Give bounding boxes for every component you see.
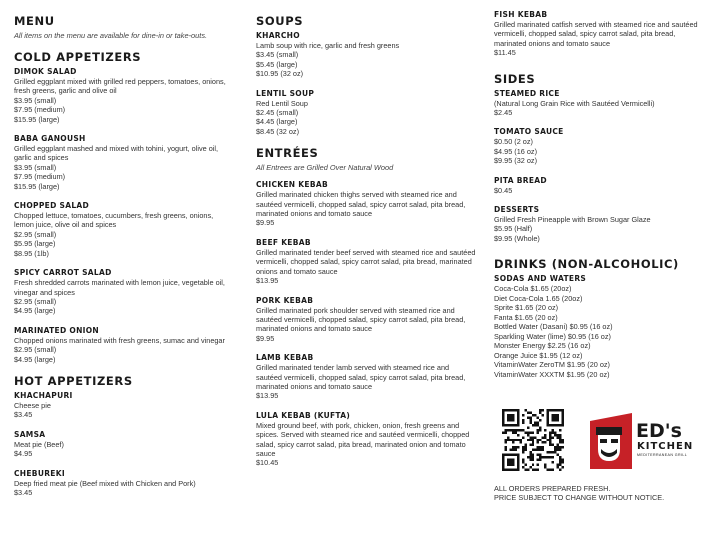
drink-item: Bottled Water (Dasani) $0.95 (16 oz) (494, 322, 613, 332)
item-price: $15.95 (large) (14, 181, 60, 191)
section-title: ENTRÉES (256, 146, 319, 161)
item-description: Fresh shredded carrots marinated with lemon juice, vegetable oil, vinegar and spices (14, 278, 225, 297)
footer-line1: ALL ORDERS PREPARED FRESH. (494, 484, 611, 493)
item-list (494, 89, 708, 244)
item-price: $5.95 (Half) (494, 224, 533, 234)
item-price: $3.45 (small) (256, 50, 299, 60)
drinks-list (494, 284, 708, 379)
item-price: $0.50 (2 oz) (494, 137, 533, 147)
menu-item (256, 89, 476, 137)
item-price: $2.95 (small) (14, 345, 57, 355)
menu-item (494, 176, 708, 195)
item-name: SPICY CARROT SALAD (14, 268, 112, 278)
drink-item: Sprite $1.65 (20 oz) (494, 303, 559, 313)
drink-item: VitaminWater ZeroTM $1.95 (20 oz) (494, 360, 610, 370)
drink-item: Diet Coca-Cola 1.65 (20oz) (494, 293, 583, 303)
item-name: FISH KEBAB (494, 10, 548, 19)
menu-item (14, 201, 234, 258)
item-name: DESSERTS (494, 205, 540, 215)
menu-item (494, 205, 708, 243)
item-price: $9.95 (32 oz) (494, 156, 537, 166)
section-title: SOUPS (256, 14, 304, 28)
footer-line2: PRICE SUBJECT TO CHANGE WITHOUT NOTICE. (494, 493, 665, 503)
section-title: SIDES (494, 71, 536, 86)
menu-item (256, 180, 476, 228)
column-left (14, 14, 234, 497)
item-name: CHOPPED SALAD (14, 201, 90, 211)
item-list (256, 180, 476, 468)
menu-item (256, 296, 476, 344)
column-middle (256, 14, 476, 468)
item-description: Grilled marinated tender beef served with steamed rice and sautéed vermicelli, chopped salad, spicy carrot salad, pita bread, marinated onions and tomato sauce (256, 247, 476, 276)
item-description: Grilled marinated pork shoulder served with steamed rice and sautéed vermicelli, chopped salad, spicy carrot salad, pita bread, marinated onions and tomato sauce (256, 305, 466, 334)
drink-item: VitaminWater XXXTM $1.95 (20 oz) (494, 369, 610, 379)
item-price: $8.95 (1lb) (14, 248, 49, 258)
chef-face-icon (596, 427, 622, 461)
item-price: $9.95 (256, 333, 275, 343)
item-description: Grilled eggplant mashed and mixed with tohini, yogurt, olive oil, garlic and spices (14, 144, 219, 163)
item-description: Chopped lettuce, tomatoes, cucumbers, fresh greens, onions, lemon juice, olive oil and spices (14, 211, 214, 230)
logo-name: ED's (636, 420, 682, 442)
item-description: Chopped onions marinated with fresh greens, sumac and vinegar (14, 335, 225, 345)
item-name: CHICKEN KEBAB (256, 180, 328, 190)
item-name: KHARCHO (256, 31, 300, 40)
menu-item (14, 391, 234, 420)
item-name: MARINATED ONION (14, 325, 100, 335)
item-price: $8.45 (32 oz) (256, 126, 299, 136)
eds-kitchen-logo (590, 413, 706, 469)
soups-section (256, 14, 476, 136)
item-description: (Natural Long Grain Rice with Sautéed Vermicelli) (494, 98, 655, 108)
menu-item (14, 67, 234, 124)
menu-item (14, 430, 234, 459)
item-name: STEAMED RICE (494, 88, 560, 98)
item-price: $9.95 (Whole) (494, 233, 540, 243)
item-price: $13.95 (256, 391, 279, 401)
item-price: $2.95 (small) (14, 229, 57, 239)
item-price: $7.95 (medium) (14, 105, 66, 115)
item-description: Grilled marinated tender lamb served with steamed rice and sautéed vermicelli, chopped salad, spicy carrot salad, pita bread, marinated onions and tomato sauce (256, 363, 466, 391)
item-price: $10.45 (256, 458, 279, 468)
drink-item: Coca-Cola $1.65 (20oz) (494, 284, 572, 294)
item-name: PORK KEBAB (256, 295, 314, 305)
logo-line2: KITCHEN (637, 441, 694, 452)
footer-note (494, 484, 708, 503)
section-title: COLD APPETIZERS (14, 50, 142, 64)
qr-logo-row (502, 409, 712, 473)
item-price: $3.95 (small) (14, 95, 57, 105)
item-price: $7.95 (medium) (14, 172, 66, 182)
logo-tagline: MEDITERRANEAN GRILL (637, 453, 688, 457)
item-price: $13.95 (256, 276, 279, 286)
drink-item: Fanta $1.65 (20 oz) (494, 312, 558, 322)
section-title: HOT APPETIZERS (14, 373, 133, 388)
item-name: LULA KEBAB (KUFTA) (256, 410, 351, 420)
item-name: CHEBUREKI (14, 468, 65, 478)
menu-item (14, 134, 234, 191)
menu-item (14, 326, 234, 364)
item-price: $3.95 (small) (14, 162, 57, 172)
item-price: $4.95 (14, 449, 33, 459)
drinks-subtitle: SODAS AND WATERS (494, 274, 587, 284)
item-description: Grilled Fresh Pineapple with Brown Sugar Glaze (494, 215, 651, 225)
item-description: Deep fried meat pie (Beef mixed with Chicken and Pork) (14, 478, 196, 488)
item-price: $3.45 (14, 410, 33, 420)
item-list (14, 391, 234, 497)
item-description: Mixed ground beef, with pork, chicken, onion, fresh greens and spices. Served with steamed rice and sautéed vermicelli, chopped salad, spicy carrot salad, pita bread, marinated onion and tomato sauce (256, 420, 470, 458)
item-name: LENTIL SOUP (256, 88, 315, 98)
item-name: BEEF KEBAB (256, 237, 311, 247)
menu-item (256, 238, 476, 286)
item-name: TOMATO SAUCE (494, 127, 564, 137)
item-price: $4.95 (large) (14, 354, 56, 364)
item-price: $4.45 (large) (256, 117, 298, 127)
item-name: LAMB KEBAB (256, 353, 314, 363)
menu-item (256, 411, 476, 468)
item-description: Cheese pie (14, 400, 51, 410)
menu-item (494, 127, 708, 165)
item-name: KHACHAPURI (14, 390, 73, 400)
drinks-section (494, 257, 708, 379)
drink-item: Sparkling Water (lime) $0.95 (16 oz) (494, 331, 611, 341)
section-title: DRINKS (NON-ALCOHOLIC) (494, 257, 679, 272)
qr-code[interactable] (502, 409, 564, 471)
item-price: $2.45 (small) (256, 108, 299, 118)
item-price: $10.95 (32 oz) (256, 69, 304, 79)
item-description: Meat pie (Beef) (14, 439, 64, 449)
menu-item (14, 469, 234, 498)
item-price: $4.95 (16 oz) (494, 146, 537, 156)
item-description: Grilled eggplant mixed with grilled red peppers, tomatoes, onions, fresh greens, garlic and olive oil (14, 77, 226, 96)
item-description: Grilled marinated catfish served with steamed rice and sautéed vermicelli, chopped salad, spicy carrot salad, pita bread, marinated onions and tomato sauce (494, 20, 698, 48)
item-name: BABA GANOUSH (14, 134, 86, 144)
item-price: $9.95 (256, 218, 275, 228)
drink-item: Orange Juice $1.95 (12 oz) (494, 350, 583, 360)
menu-item (494, 10, 708, 58)
item-price: $15.95 (large) (14, 114, 60, 124)
entrees-note: All Entrees are Grilled Over Natural Wood (256, 163, 394, 173)
hot-appetizers-section (14, 374, 234, 497)
menu-item (256, 31, 476, 79)
column-right (494, 8, 708, 379)
item-price: $4.95 (large) (14, 306, 56, 316)
item-price: $5.95 (large) (14, 239, 56, 249)
entrees-section (256, 146, 476, 468)
menu-title: MENU (14, 14, 55, 28)
fish-list (494, 10, 708, 58)
menu-note: All items on the menu are available for dine-in or take-outs. (14, 31, 208, 40)
item-name: PITA BREAD (494, 175, 547, 185)
item-list (256, 31, 476, 136)
item-price: $2.95 (small) (14, 296, 57, 306)
item-name: DIMOK SALAD (14, 67, 77, 76)
item-name: SAMSA (14, 429, 46, 439)
item-description: Red Lentil Soup (256, 98, 308, 108)
item-price: $3.45 (14, 487, 33, 497)
item-description: Lamb soup with rice, garlic and fresh greens (256, 41, 400, 50)
menu-item (256, 353, 476, 401)
item-price: $0.45 (494, 185, 513, 195)
item-price: $2.45 (494, 108, 513, 118)
item-price: $5.45 (large) (256, 59, 298, 69)
drink-item: Monster Energy $2.25 (16 oz) (494, 341, 591, 351)
item-description: Grilled marinated chicken thighs served with steamed rice and sautéed vermicelli, chopped salad, spicy carrot salad, pita bread, marinated onions and tomato sauce (256, 190, 466, 219)
item-list (14, 67, 234, 364)
item-price: $11.45 (494, 48, 516, 58)
menu-item (494, 89, 708, 118)
sides-section (494, 72, 708, 244)
cold-appetizers-section (14, 50, 234, 364)
menu-item (14, 268, 234, 316)
